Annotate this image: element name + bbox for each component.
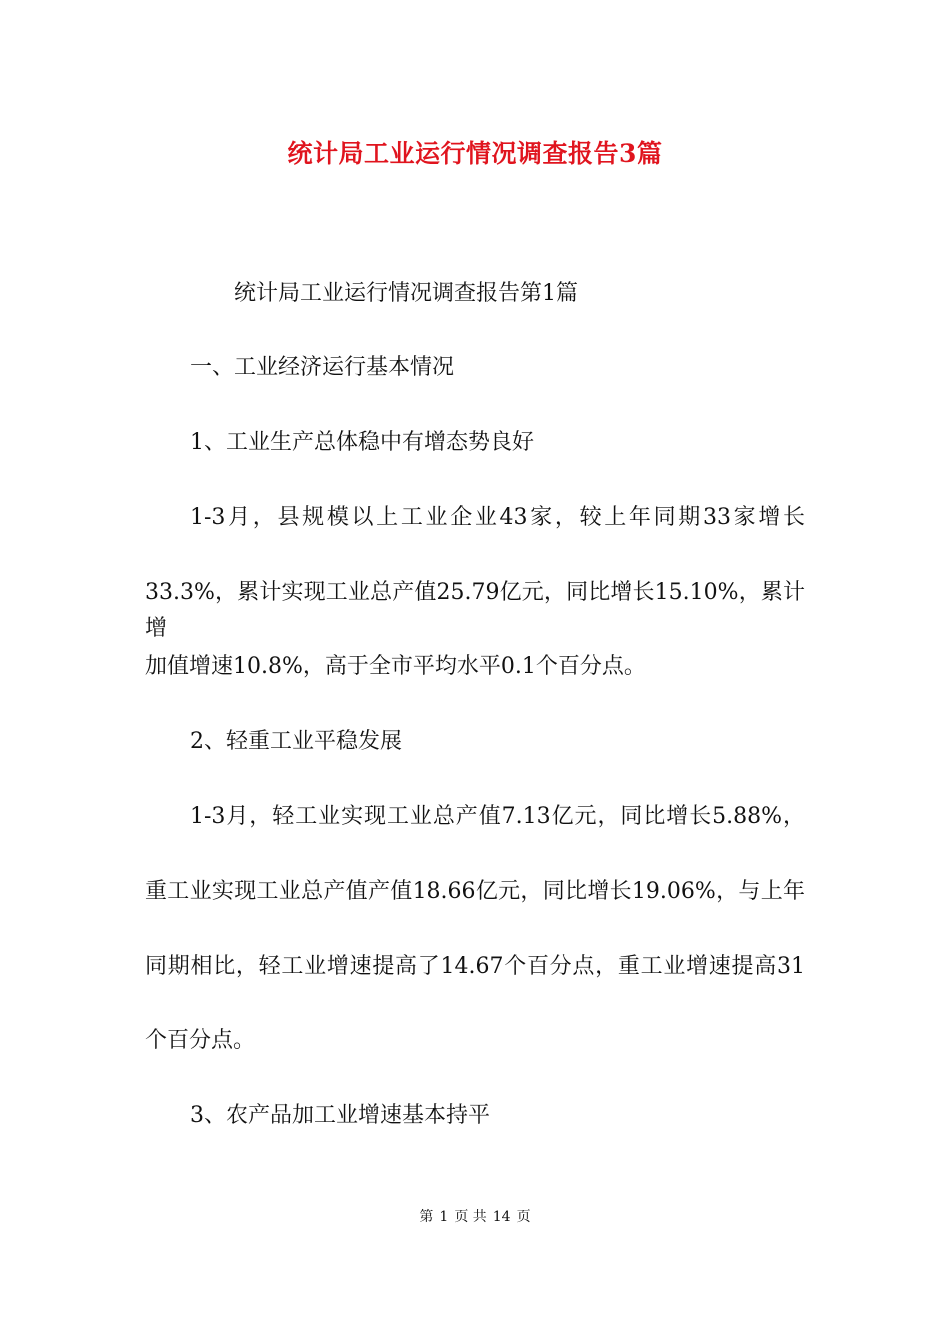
heading-item-1: 1、工业生产总体稳中有增态势良好 [190, 430, 534, 455]
heading-item-3: 3、农产品加工业增速基本持平 [190, 1103, 490, 1128]
paragraph-line: 33.3%，累计实现工业总产值25.79亿元，同比增长15.10%，累计增 [145, 580, 805, 641]
paragraph-line: 重工业实现工业总产值产值18.66亿元，同比增长19.06%，与上年 [145, 879, 805, 904]
paragraph-line: 1-3月，县规模以上工业企业43家，较上年同期33家增长 [190, 505, 805, 530]
subtitle-line: 统计局工业运行情况调查报告第1篇 [234, 281, 578, 306]
paragraph-line: 个百分点。 [145, 1028, 256, 1053]
footer-total-pages: 14 [492, 1209, 511, 1225]
footer-prefix: 第 [419, 1209, 434, 1225]
paragraph-line: 1-3月，轻工业实现工业总产值7.13亿元，同比增长5.88%， [190, 804, 805, 829]
footer-middle: 页 共 [454, 1209, 487, 1225]
heading-section-1: 一、工业经济运行基本情况 [190, 355, 455, 380]
footer-suffix: 页 [516, 1209, 531, 1225]
document-title: 统计局工业运行情况调查报告3篇 [287, 139, 663, 168]
paragraph-line: 同期相比，轻工业增速提高了14.67个百分点，重工业增速提高31 [145, 954, 805, 979]
heading-item-2: 2、轻重工业平稳发展 [190, 729, 402, 754]
paragraph-line: 加值增速10.8%，高于全市平均水平0.1个百分点。 [145, 654, 646, 679]
page-footer [0, 1207, 950, 1227]
footer-page-number: 1 [439, 1209, 449, 1225]
